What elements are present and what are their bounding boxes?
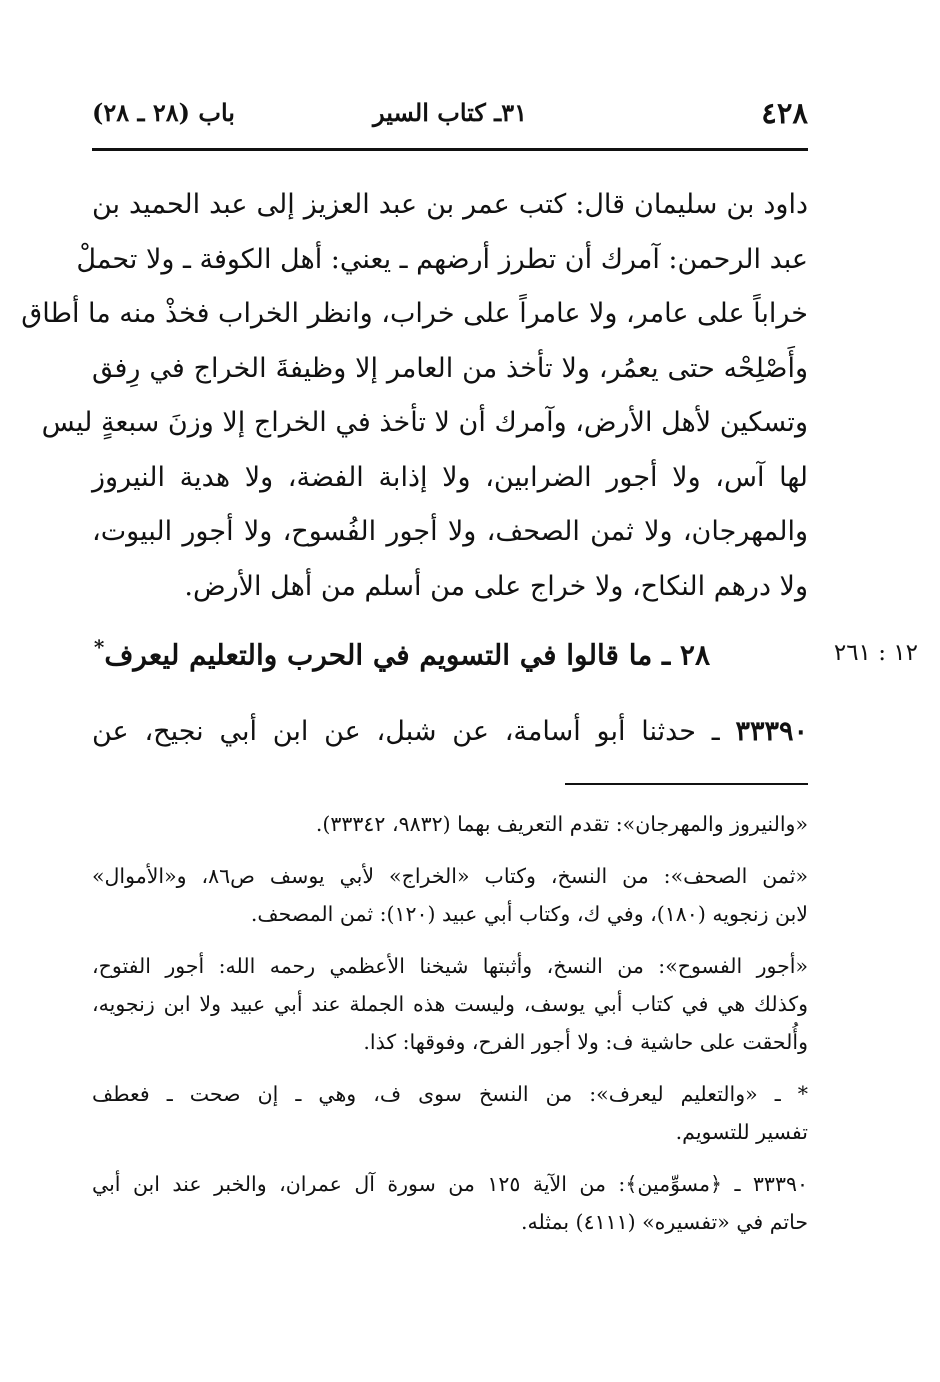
- footnote-rule: [565, 783, 808, 785]
- main-text: [21, 178, 808, 614]
- text-line: خراباً على عامر، ولا عامراً على خراب، وانظر الخراب فخذْ منه ما أطاق: [21, 298, 808, 329]
- footnotes: [92, 805, 808, 1255]
- footnote-line: «والنيروز والمهرجان»: تقدم التعريف بهما (٩٨٣٢، ٣٣٣٤٢).: [315, 812, 808, 836]
- hadith-text: ـ حدثنا أبو أسامة، عن شبل، عن ابن أبي نجيح، عن: [92, 716, 720, 747]
- hadith-entry: [92, 705, 808, 759]
- text-line: والمهرجان، ولا ثمن الصحف، ولا أجور الفُسوح، ولا أجور البيوت،: [92, 516, 808, 547]
- text-line: ولا درهم النكاح، ولا خراج على من أسلم من أهل الأرض.: [184, 570, 808, 602]
- footnote-line: حاتم في «تفسيره» (٤١١١) بمثله.: [521, 1210, 808, 1234]
- footnote: [92, 857, 808, 933]
- footnote-line: * ـ «والتعليم ليعرف»: من النسخ سوى ف، وهي ـ إن صحت ـ فعطف: [92, 1082, 808, 1106]
- running-header: [92, 90, 808, 136]
- footnote: [92, 947, 808, 1061]
- footnote-line: تفسير للتسويم.: [675, 1120, 808, 1144]
- hadith-number: ٣٣٣٩٠: [735, 716, 809, 747]
- footnote-line: وكذلك هي في كتاب أبي يوسف، وليست هذه الجملة عند أبي عبيد ولا ابن زنجويه،: [92, 992, 808, 1016]
- footnote-line: «ثمن الصحف»: من النسخ، وكتاب «الخراج» لأبي يوسف ص٨٦، و«الأموال»: [92, 864, 808, 888]
- footnote-line: «أجور الفسوح»: من النسخ، وأثبتها شيخنا الأعظمي رحمه الله: أجور الفتوح،: [92, 954, 808, 978]
- footnote: [92, 1165, 808, 1241]
- header-rule: [92, 148, 808, 151]
- footnote: [92, 1075, 808, 1151]
- text-line: لها آس، ولا أجور الضرابين، ولا إذابة الفضة، ولا هدية النيروز: [92, 461, 808, 493]
- footnote-line: لابن زنجويه (١٨٠)، وفي ك، وكتاب أبي عبيد (١٢٠): ثمن المصحف.: [250, 902, 808, 926]
- page-number: ٤٢٨: [761, 96, 808, 130]
- section-heading-text: ٢٨ ـ ما قالوا في التسويم في الحرب والتعليم ليعرف: [104, 638, 710, 672]
- text-line: داود بن سليمان قال: كتب عمر بن عبد العزيز إلى عبد الحميد بن: [92, 189, 808, 220]
- chapter-range: باب (٢٨ ـ ٢٨): [92, 98, 235, 127]
- text-line: عبد الرحمن: آمرك أن تطرز أرضهم ـ يعني: أهل الكوفة ـ ولا تحملْ: [76, 243, 808, 275]
- book-title: ٣١ـ كتاب السير: [373, 98, 527, 127]
- section-heading: [93, 635, 710, 672]
- footnote-line: وأُلحقت على حاشية ف: ولا أجور الفرح، وفوقها: كذا.: [363, 1030, 808, 1054]
- footnote-line: ٣٣٣٩٠ ـ ﴿مسوِّمين﴾: من الآية ١٢٥ من سورة آل عمران، والخبر عند ابن أبي: [92, 1172, 808, 1196]
- margin-reference: ١٢ : ٢٦١: [833, 640, 918, 666]
- footnote: [92, 805, 808, 843]
- text-line: وتسكين لأهل الأرض، وآمرك أن لا تأخذ في الخراج إلا وزنَ سبعةٍ ليس: [41, 407, 808, 438]
- footnote-marker: *: [93, 635, 105, 659]
- text-line: وأَصْلِحْه حتى يعمُر، ولا تأخذ من العامر إلا وظيفةَ الخراج في رِفق: [92, 352, 808, 384]
